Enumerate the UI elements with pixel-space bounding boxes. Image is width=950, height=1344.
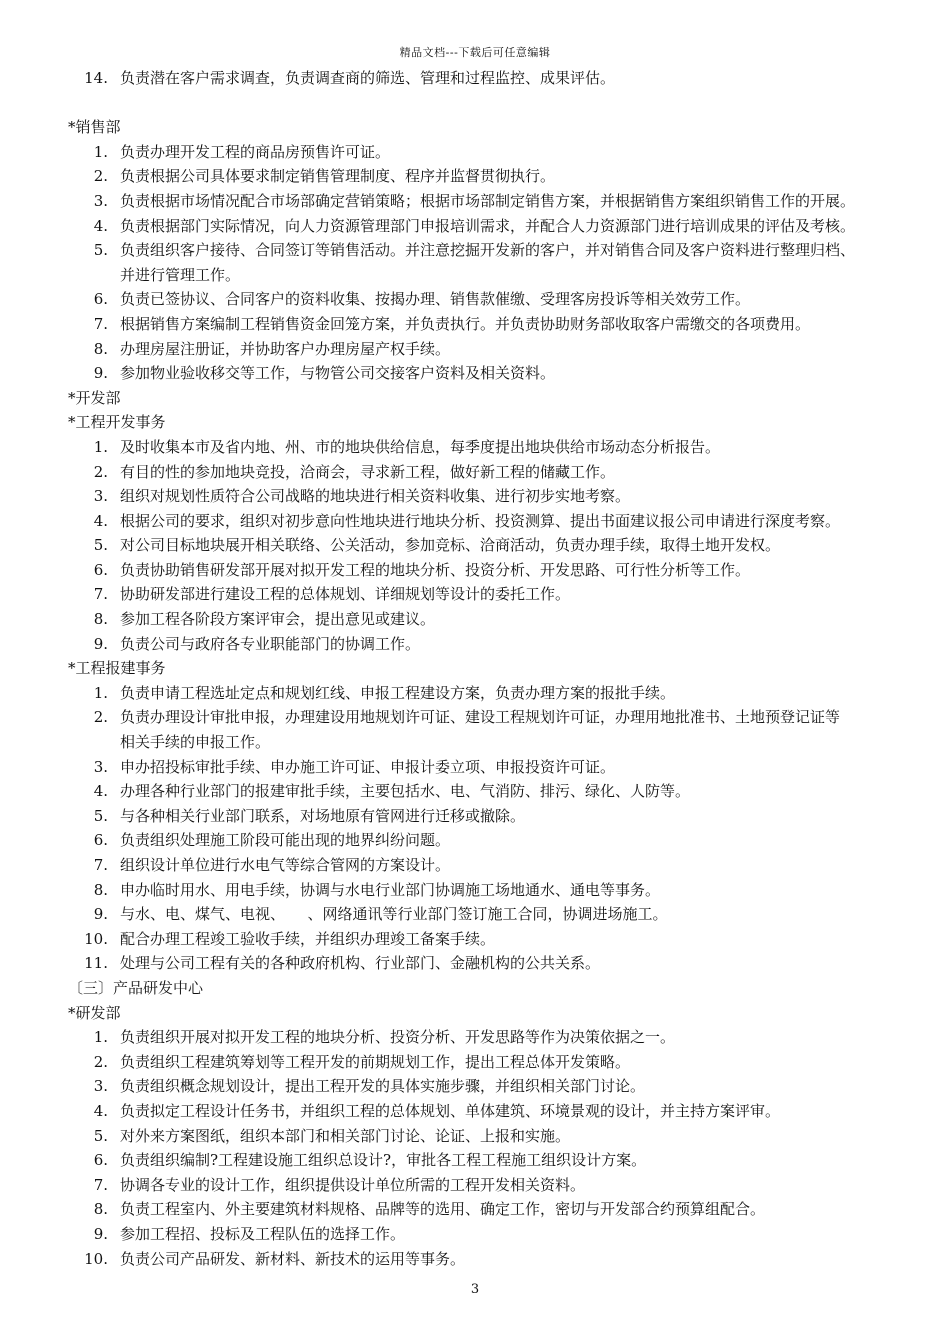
list-item [68,705,938,730]
list-item-text: 有目的性的参加地块竞投，洽商会，寻求新工程，做好新工程的储藏工作。 [120,462,616,481]
list-item [68,828,938,853]
list-item-text: 协助研发部进行建设工程的总体规划、详细规划等设计的委托工作。 [120,585,571,604]
list-item-text: 负责办理开发工程的商品房预售许可证。 [120,142,391,161]
list-item [68,1247,938,1272]
list-item-text: 与水、电、煤气、电视、 、网络通讯等行业部门签订施工合同，协调进场施工。 [120,905,668,924]
list-item-number: 4. [93,1101,108,1120]
list-item [68,238,938,263]
list-item-text: 参加物业验收移交等工作，与物管公司交接客户资料及相关资料。 [120,364,556,383]
list-item-text: 负责潜在客户需求调查，负责调查商的筛选、管理和过程监控、成果评估。 [120,69,616,87]
list-item-text: 负责根据部门实际情况，向人力资源管理部门申报培训需求，并配合人力资源部门进行培训成果的评估及考核。 [120,216,856,235]
list-item [68,853,938,878]
list-item-number: 2. [93,167,108,186]
list-item-number: 10. [84,1249,108,1268]
list-item [68,533,938,558]
list-item [68,1124,938,1149]
list-item-number: 1. [93,683,108,702]
list-item [68,1025,938,1050]
list-item-number: 5. [93,241,108,260]
list-item-number: 3. [93,757,108,776]
list-item-number: 14. [84,69,108,87]
list-item-number: 9. [93,364,108,383]
list-item [68,1099,938,1124]
list-item-text: 协调各专业的设计工作，组织提供设计单位所需的工程开发相关资料。 [120,1175,586,1194]
list-item-number: 4. [93,782,108,801]
list-item-text: 负责工程室内、外主要建筑材料规格、品牌等的选用、确定工作，密切与开发部合约预算组配合。 [120,1200,766,1219]
list-item [68,1074,938,1099]
list-item-number: 2. [93,708,108,727]
list-item-number: 7. [93,314,108,333]
section-heading: *工程开发事务 [68,413,166,432]
page-number: 3 [470,1282,480,1297]
list-item-text: 申办招投标审批手续、申办施工许可证、申报计委立项、申报投资许可证。 [120,757,616,776]
list-item-number: 7. [93,856,108,874]
list-item-text: 负责公司产品研发、新材料、新技术的运用等事务。 [120,1249,466,1268]
list-item [68,140,938,165]
list-item-text: 负责组织开展对拟开发工程的地块分析、投资分析、开发思路等作为决策依据之一。 [120,1028,676,1047]
list-item-text: 负责公司与政府各专业职能部门的协调工作。 [120,634,421,653]
list-item-number: 7. [93,1175,108,1194]
list-item-text: 申办临时用水、用电手续，协调与水电行业部门协调施工场地通水、通电等事务。 [120,880,661,899]
list-item-text: 组织设计单位进行水电气等综合管网的方案设计。 [120,856,451,874]
list-item-number: 9. [93,634,108,653]
list-item [68,66,938,91]
list-item-text: 负责组织处理施工阶段可能出现的地界纠纷问题。 [120,831,451,850]
list-item [68,460,938,485]
list-item-number: 1. [93,437,108,456]
list-item-text: 配合办理工程竣工验收手续，并组织办理竣工备案手续。 [120,929,496,948]
list-item-text: 对公司目标地块展开相关联络、公关活动，参加竞标、洽商活动，负责办理手续，取得土地开发权。 [120,536,781,555]
list-item-text: 对外来方案图纸，组织本部门和相关部门讨论、论证、上报和实施。 [120,1126,571,1145]
page-header: 精品文档---下载后可任意编辑 [399,46,551,59]
list-item [68,287,938,312]
list-item [68,804,938,829]
list-item-number: 8. [93,610,108,629]
section-heading: *开发部 [68,388,121,407]
list-item [68,484,938,509]
list-item-number: 11. [84,954,108,973]
list-item-number: 9. [93,1224,108,1243]
list-item-text: 负责根据公司具体要求制定销售管理制度、程序并监督贯彻执行。 [120,167,556,186]
list-item-number: 5. [93,806,108,825]
list-item [68,632,938,657]
list-item-continuation: 并进行管理工作。 [120,265,241,284]
list-item-number: 1. [93,142,108,161]
list-item [68,755,938,780]
list-item-text: 参加工程招、投标及工程队伍的选择工作。 [120,1224,406,1243]
list-item [68,435,938,460]
section-heading: *研发部 [68,1003,121,1022]
list-item-text: 办理房屋注册证，并协助客户办理房屋产权手续。 [120,339,451,358]
blank-line [68,91,938,116]
list-item-number: 6. [93,1151,108,1170]
list-item [68,558,938,583]
list-item-text: 办理各种行业部门的报建审批手续，主要包括水、电、气消防、排污、绿化、人防等。 [120,782,691,801]
list-item-number: 6. [93,290,108,309]
list-item-text: 负责根据市场情况配合市场部确定营销策略；根据市场部制定销售方案，并根据销售方案组织销售工作的开展。 [120,191,856,210]
section-heading: *销售部 [68,118,121,137]
list-item-text: 负责组织客户接待、合同签订等销售活动。并注意挖掘开发新的客户，并对销售合同及客户资料进行整理归档、 [120,241,856,260]
list-item [68,361,938,386]
list-item [68,902,938,927]
section-heading: 〔三〕产品研发中心 [68,978,204,997]
list-item [68,927,938,952]
list-item-number: 8. [93,1200,108,1219]
list-item-text: 负责组织编制?工程建设施工组织总设计?，审批各工程工程施工组织设计方案。 [120,1151,647,1170]
list-item [68,1197,938,1222]
list-item [68,582,938,607]
list-item-number: 8. [93,339,108,358]
list-item-text: 负责组织工程建筑筹划等工程开发的前期规划工作，提出工程总体开发策略。 [120,1052,631,1071]
list-item-number: 8. [93,880,108,899]
list-item [68,1222,938,1247]
list-item [68,681,938,706]
list-item [68,189,938,214]
list-item [68,164,938,189]
list-item-text: 根据销售方案编制工程销售资金回笼方案，并负责执行。并负责协助财务部收取客户需缴交的各项费用。 [120,314,811,333]
list-item-text: 负责拟定工程设计任务书，并组织工程的总体规划、单体建筑、环境景观的设计，并主持方案评审。 [120,1101,781,1120]
list-item [68,337,938,362]
document-body [68,66,938,1271]
section-heading: *工程报建事务 [68,659,166,678]
list-item-text: 负责协助销售研发部开展对拟开发工程的地块分析、投资分析、开发思路、可行性分析等工作。 [120,560,751,579]
list-item-number: 3. [93,191,108,210]
list-item-text: 及时收集本市及省内地、州、市的地块供给信息，每季度提出地块供给市场动态分析报告。 [120,437,721,456]
list-item-number: 9. [93,905,108,924]
list-item-number: 7. [93,585,108,604]
list-item-text: 负责申请工程选址定点和规划红线、申报工程建设方案，负责办理方案的报批手续。 [120,683,676,702]
list-item-number: 10. [84,929,108,948]
list-item-text: 负责已签协议、合同客户的资料收集、按揭办理、销售款催缴、受理客房投诉等相关效劳工作。 [120,290,751,309]
list-item-number: 6. [93,831,108,850]
list-item [68,1050,938,1075]
list-item-number: 2. [93,1052,108,1071]
list-item-number: 2. [93,462,108,481]
list-item-text: 负责组织概念规划设计，提出工程开发的具体实施步骤，并组织相关部门讨论。 [120,1077,646,1096]
list-item [68,1148,938,1173]
list-item-number: 3. [93,1077,108,1096]
list-item-continuation: 相关手续的申报工作。 [120,733,271,752]
list-item [68,878,938,903]
list-item-text: 参加工程各阶段方案评审会，提出意见或建议。 [120,610,436,629]
list-item [68,214,938,239]
list-item-number: 1. [93,1028,108,1047]
list-item-number: 6. [93,560,108,579]
list-item-text: 负责办理设计审批申报，办理建设用地规划许可证、建设工程规划许可证，办理用地批准书、土地预登记证等 [120,708,841,727]
list-item [68,509,938,534]
list-item-number: 4. [93,511,108,530]
list-item [68,607,938,632]
list-item-text: 与各种相关行业部门联系，对场地原有管网进行迁移或撤除。 [120,806,526,825]
list-item-number: 4. [93,216,108,235]
list-item [68,779,938,804]
list-item [68,312,938,337]
list-item-number: 5. [93,1126,108,1145]
list-item-number: 5. [93,536,108,555]
list-item-text: 根据公司的要求，组织对初步意向性地块进行地块分析、投资测算、提出书面建议报公司申请进行深度考察。 [120,511,841,530]
list-item-text: 组织对规划性质符合公司战略的地块进行相关资料收集、进行初步实地考察。 [120,487,631,506]
list-item [68,951,938,976]
list-item-text: 处理与公司工程有关的各种政府机构、行业部门、金融机构的公共关系。 [120,954,601,973]
list-item [68,1173,938,1198]
list-item-number: 3. [93,487,108,506]
